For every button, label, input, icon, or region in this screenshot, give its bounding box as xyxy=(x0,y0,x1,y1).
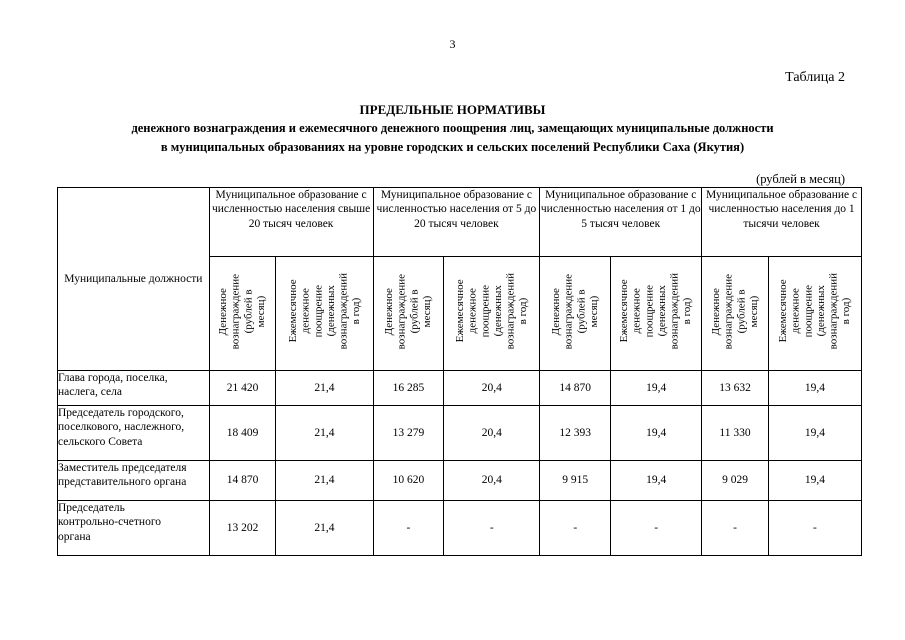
sub-header-reward xyxy=(702,257,769,371)
sub-header-bonus xyxy=(768,257,861,371)
value-cell: 14 870 xyxy=(209,461,276,501)
value-cell: 21,4 xyxy=(276,406,373,461)
value-cell: 14 870 xyxy=(540,371,611,406)
value-cell: 19,4 xyxy=(768,371,861,406)
value-cell: 9 915 xyxy=(540,461,611,501)
group-header-1-to-5k: Муниципальное образование с численностью населения от 1 до 5 тысяч человек xyxy=(540,188,702,257)
page-number: 3 xyxy=(449,37,456,51)
value-cell: 13 632 xyxy=(702,371,769,406)
sub-header-bonus xyxy=(276,257,373,371)
document-subtitle-line-2: в муниципальных образованиях на уровне городских и сельских поселений Республики Саха (Якутия) xyxy=(160,140,745,154)
value-cell: 13 279 xyxy=(373,406,444,461)
table-row xyxy=(58,461,862,501)
value-cell: 21,4 xyxy=(276,371,373,406)
value-cell: - xyxy=(611,501,702,556)
table-row xyxy=(58,501,862,556)
value-cell: 11 330 xyxy=(702,406,769,461)
position-cell: Заместитель председателя представительного органа xyxy=(58,461,210,501)
sub-header-reward xyxy=(373,257,444,371)
table-label: Таблица 2 xyxy=(785,70,845,85)
value-cell: - xyxy=(444,501,540,556)
sub-header-bonus-text: Ежемесячное денежное поощрение (денежных вознаграждений в год) xyxy=(286,273,362,350)
sub-header-reward-text: Денежное вознаграждение (рублей в месяц) xyxy=(383,273,434,349)
value-cell: 20,4 xyxy=(444,406,540,461)
value-cell: - xyxy=(373,501,444,556)
position-cell: Глава города, поселка, наслега, села xyxy=(58,371,210,406)
sub-header-reward-text: Денежное вознаграждение (рублей в месяц) xyxy=(217,273,268,349)
sub-header-bonus-text: Ежемесячное денежное поощрение (денежных вознаграждений в год) xyxy=(453,273,530,350)
group-header-5-to-20k: Муниципальное образование с численностью населения от 5 до 20 тысяч человек xyxy=(373,188,540,257)
sub-header-bonus xyxy=(444,257,540,371)
value-cell: 20,4 xyxy=(444,461,540,501)
position-cell: Председатель городского, поселкового, наслежного, сельского Совета xyxy=(58,406,210,461)
sub-header-reward-text: Денежное вознаграждение (рублей в месяц) xyxy=(709,273,760,349)
value-cell: 21,4 xyxy=(276,461,373,501)
sub-header-bonus-text: Ежемесячное денежное поощрение (денежных вознаграждений в год) xyxy=(618,273,694,350)
table-row xyxy=(58,406,862,461)
value-cell: 10 620 xyxy=(373,461,444,501)
position-cell: Председатель контрольно-счетного органа xyxy=(58,501,210,556)
value-cell: - xyxy=(768,501,861,556)
value-cell: - xyxy=(702,501,769,556)
norms-table xyxy=(57,187,862,556)
value-cell: 19,4 xyxy=(768,461,861,501)
sub-header-bonus xyxy=(611,257,702,371)
value-cell: 19,4 xyxy=(611,371,702,406)
units-note: (рублей в месяц) xyxy=(756,172,845,186)
group-header-row xyxy=(58,188,862,257)
sub-header-reward xyxy=(540,257,611,371)
value-cell: - xyxy=(540,501,611,556)
value-cell: 12 393 xyxy=(540,406,611,461)
sub-header-reward-text: Денежное вознаграждение (рублей в месяц) xyxy=(549,273,600,349)
value-cell: 19,4 xyxy=(768,406,861,461)
value-cell: 19,4 xyxy=(611,461,702,501)
value-cell: 18 409 xyxy=(209,406,276,461)
table-row xyxy=(58,371,862,406)
value-cell: 9 029 xyxy=(702,461,769,501)
document-subtitle-line-1: денежного вознаграждения и ежемесячного денежного поощрения лиц, замещающих муниципальные должности xyxy=(131,121,774,135)
value-cell: 21,4 xyxy=(276,501,373,556)
positions-column-header: Муниципальные должности xyxy=(58,188,210,371)
value-cell: 21 420 xyxy=(209,371,276,406)
value-cell: 19,4 xyxy=(611,406,702,461)
sub-header-bonus-text: Ежемесячное денежное поощрение (денежных вознаграждений в год) xyxy=(777,273,853,350)
value-cell: 16 285 xyxy=(373,371,444,406)
value-cell: 20,4 xyxy=(444,371,540,406)
group-header-under-1k: Муниципальное образование с численностью населения до 1 тысячи человек xyxy=(702,188,862,257)
document-title: ПРЕДЕЛЬНЫЕ НОРМАТИВЫ xyxy=(359,102,546,117)
value-cell: 13 202 xyxy=(209,501,276,556)
group-header-over-20k: Муниципальное образование с численностью населения свыше 20 тысяч человек xyxy=(209,188,373,257)
sub-header-reward xyxy=(209,257,276,371)
